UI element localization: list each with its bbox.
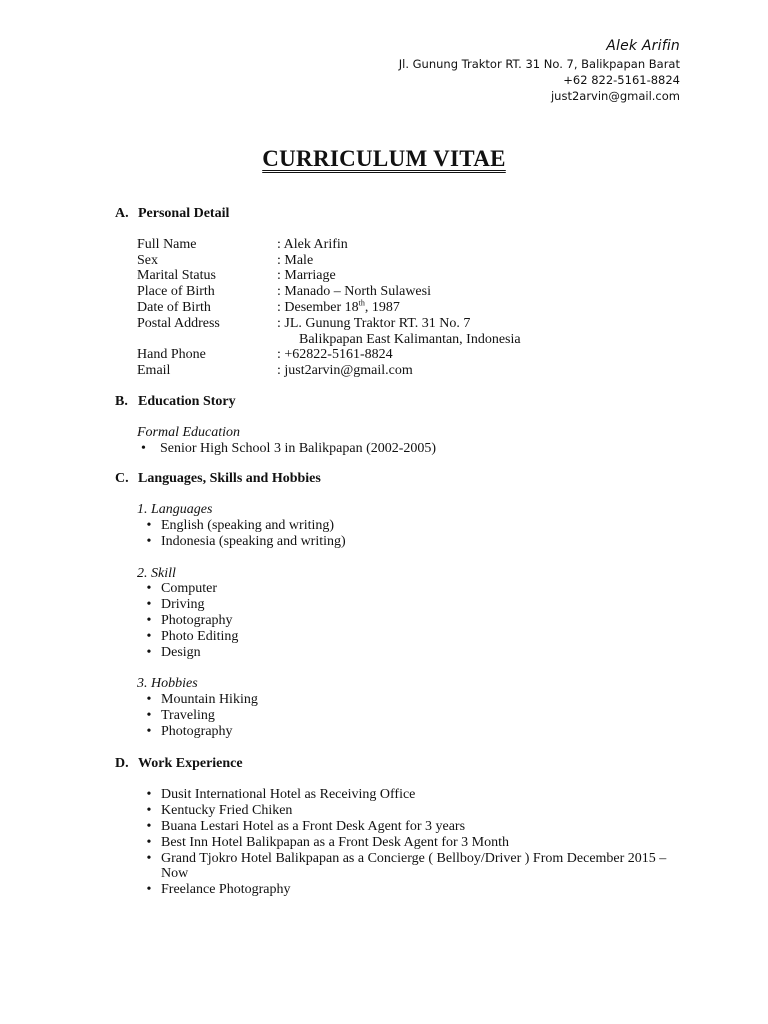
detail-row-hand-phone (137, 347, 690, 363)
list-item (137, 441, 690, 457)
list-item-text: Driving (161, 597, 205, 613)
list-item (137, 581, 690, 597)
list-item-text: Design (161, 644, 201, 660)
detail-row-place-of-birth (137, 284, 690, 300)
detail-value: : Manado – North Sulawesi (277, 284, 431, 300)
list-item-text: Mountain Hiking (161, 692, 258, 708)
section-work-heading (115, 756, 690, 772)
list-item-text: Indonesia (speaking and writing) (161, 533, 346, 549)
list-item-text: Grand Tjokro Hotel Balikpapan as a Concierge ( Bellboy/Driver ) From December 2015 – Now (161, 850, 667, 882)
detail-value (277, 300, 690, 316)
section-letter: A. (115, 206, 129, 221)
list-item-text: Computer (161, 581, 217, 597)
list-item-text: Photography (161, 612, 233, 628)
hobbies-list (137, 692, 690, 739)
section-education-heading (115, 394, 690, 410)
bullet-icon: • (141, 440, 146, 456)
bullet-icon: • (146, 692, 152, 708)
skill-label: 2. Skill (137, 565, 176, 581)
detail-label: Date of Birth (137, 299, 211, 315)
list-item (137, 692, 690, 708)
header-email: just2arvin@gmail.com (550, 89, 680, 103)
list-item (137, 835, 690, 851)
languages-label: 1. Languages (137, 502, 213, 518)
languages-list (137, 518, 690, 550)
detail-row-email (137, 363, 690, 379)
education-list (137, 441, 690, 457)
bullet-icon: • (146, 818, 152, 834)
list-item-text: Freelance Photography (161, 882, 291, 898)
dob-year: , 1987 (364, 299, 400, 315)
section-title: Personal Detail (138, 206, 230, 221)
bullet-icon: • (146, 882, 152, 898)
list-item (137, 645, 690, 661)
detail-value: : Alek Arifin (277, 236, 348, 252)
list-item-text: Dusit International Hotel as Receiving Office (161, 787, 416, 803)
list-item-text: Kentucky Fried Chiken (161, 803, 293, 819)
section-skills-heading (115, 471, 690, 487)
section-title: Languages, Skills and Hobbies (138, 471, 321, 487)
detail-value: : Marriage (277, 268, 336, 284)
list-item (137, 518, 690, 534)
bullet-icon: • (146, 628, 152, 644)
detail-label: Full Name (137, 236, 197, 252)
bullet-icon: • (146, 850, 152, 866)
detail-label: Postal Address (137, 315, 220, 331)
bullet-icon: • (146, 723, 152, 739)
work-list (137, 787, 690, 898)
detail-row-date-of-birth (137, 300, 690, 316)
list-item (137, 819, 690, 835)
dob-day: : Desember 18 (277, 299, 359, 315)
bullet-icon: • (146, 597, 152, 613)
bullet-icon: • (146, 517, 152, 533)
document-title-text: CURRICULUM VITAE (262, 146, 506, 171)
list-item (137, 787, 690, 803)
detail-label: Hand Phone (137, 347, 206, 363)
list-item (137, 724, 690, 740)
personal-details (115, 237, 690, 379)
list-item-text: Best Inn Hotel Balikpapan as a Front Desk Agent for 3 Month (161, 834, 510, 850)
detail-row-postal-address (137, 316, 690, 332)
bullet-icon: • (146, 803, 152, 819)
education-sub-label: Formal Education (137, 424, 241, 440)
list-item-text: English (speaking and writing) (161, 517, 335, 533)
bullet-icon: • (146, 612, 152, 628)
list-item (137, 629, 690, 645)
header-address: Jl. Gunung Traktor RT. 31 No. 7, Balikpapan Barat (398, 57, 680, 71)
bullet-icon: • (146, 644, 152, 660)
section-title: Work Experience (138, 755, 243, 771)
list-item (137, 597, 690, 613)
section-letter: B. (115, 393, 128, 409)
document-title (0, 146, 768, 172)
list-item (137, 708, 690, 724)
detail-label: Marital Status (137, 268, 216, 284)
header-phone: +62 822-5161-8824 (563, 73, 680, 87)
detail-value: : Male (277, 252, 314, 268)
list-item (137, 534, 690, 550)
list-item (137, 803, 690, 819)
detail-value: : JL. Gunung Traktor RT. 31 No. 7 (277, 315, 471, 331)
detail-value: : +62822-5161-8824 (277, 347, 393, 363)
detail-label: Place of Birth (137, 284, 215, 300)
section-personal-heading (115, 206, 690, 222)
list-item-text: Traveling (161, 707, 215, 723)
bullet-icon: • (146, 581, 152, 597)
skill-list (137, 581, 690, 660)
detail-row-marital-status (137, 268, 690, 284)
hobbies-label: 3. Hobbies (137, 676, 198, 692)
cv-body (115, 206, 690, 898)
list-item-text: Photo Editing (161, 628, 239, 644)
detail-value: : just2arvin@gmail.com (277, 363, 413, 379)
section-letter: C. (115, 471, 129, 487)
list-item (137, 882, 690, 898)
list-item-text: Photography (161, 723, 233, 739)
contact-header (399, 36, 680, 104)
detail-row-full-name (137, 237, 690, 253)
bullet-icon: • (146, 533, 152, 549)
bullet-icon: • (146, 787, 152, 803)
list-item-text: Buana Lestari Hotel as a Front Desk Agent for 3 years (161, 818, 466, 834)
detail-value-continuation: Balikpapan East Kalimantan, Indonesia (299, 331, 521, 347)
list-item (137, 851, 690, 883)
list-item (137, 613, 690, 629)
bullet-icon: • (146, 834, 152, 850)
detail-label: Sex (137, 252, 158, 268)
detail-row-postal-address-cont (137, 332, 690, 348)
detail-row-sex (137, 253, 690, 269)
dob-suffix: th (358, 298, 365, 308)
list-item-text: Senior High School 3 in Balikpapan (2002-2005) (160, 440, 437, 456)
detail-label: Email (137, 363, 171, 379)
header-name: Alek Arifin (606, 38, 680, 54)
section-title: Education Story (138, 393, 236, 409)
section-letter: D. (115, 755, 129, 771)
bullet-icon: • (146, 707, 152, 723)
